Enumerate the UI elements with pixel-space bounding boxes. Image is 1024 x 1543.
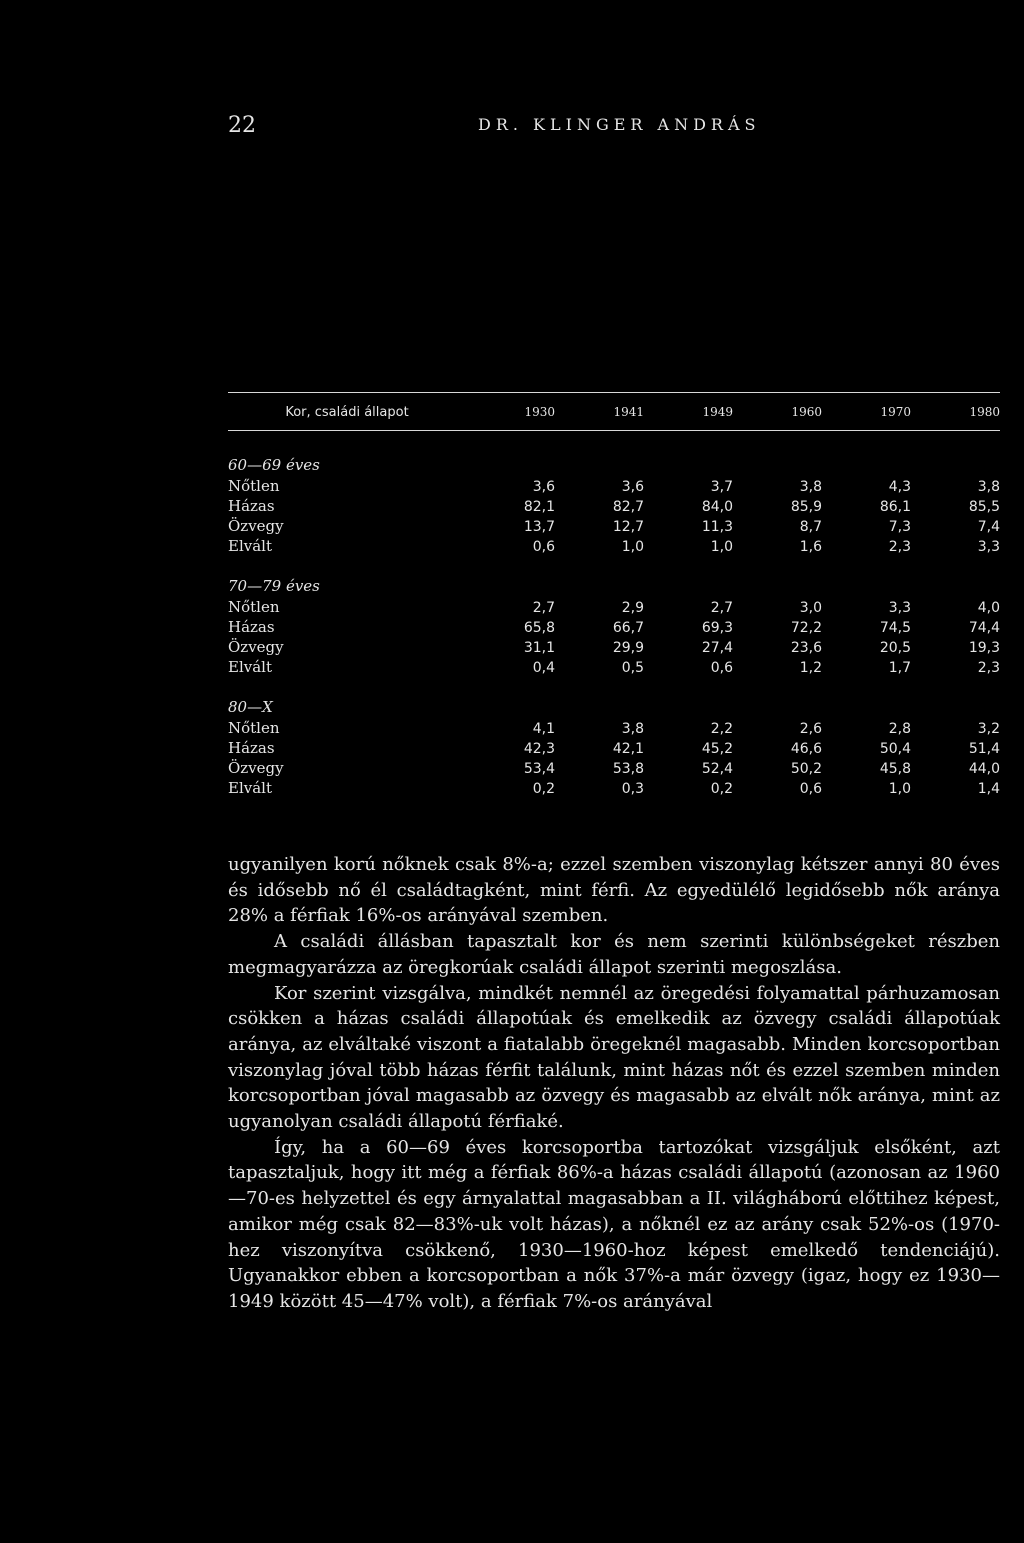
table-cell: 3,8 [621, 721, 644, 737]
table-body [228, 455, 1000, 798]
table-header-row [228, 405, 1000, 420]
table-row [228, 516, 1000, 536]
table-cell: 53,4 [523, 761, 555, 777]
table-cell: 82,1 [523, 499, 555, 515]
table-cell: 74,5 [879, 620, 911, 636]
table-row [228, 637, 1000, 657]
table-row [228, 758, 1000, 778]
page-number: 22 [228, 113, 256, 138]
table-cell: 2,2 [710, 721, 733, 737]
age-group-title: 80—X [228, 698, 273, 716]
table-cell: 0,6 [532, 539, 555, 555]
page-header [0, 113, 1024, 153]
table-row [228, 476, 1000, 496]
table-row [228, 657, 1000, 677]
table-cell: 0,6 [710, 660, 733, 676]
table-cell: 4,1 [532, 721, 555, 737]
paragraph: Így, ha a 60—69 éves korcsoportba tartozókat vizsgáljuk elsőként, azt tapasztaljuk, hogy itt még a férfiak 86%-a házas családi állapotú (azonosan az 1960—70-es helyzettel és egy árnyalattal magasabban a II. világháború előttihez képest, amikor még csak 82—83%-uk volt házas), a nőknél ez az arány csak 52%-os (1970-hez viszonyítva csökkenő, 1930—1960-hoz képest emelkedő tendenciájú). Ugyanakkor ebben a korcsoportban a nők 37%-a már özvegy (igaz, hogy ez 1930—1949 között 45—47% volt), a férfiak 7%-os arányával [228, 1136, 1000, 1312]
year-header: 1949 [702, 405, 733, 419]
table-cell: 42,3 [523, 741, 555, 757]
table-cell: 19,3 [968, 640, 1000, 656]
table-cell: 3,0 [799, 600, 822, 616]
table-cell: 0,4 [532, 660, 555, 676]
table-cell: 85,9 [790, 499, 822, 515]
table-cell: 0,2 [532, 781, 555, 797]
row-label: Elvált [228, 537, 272, 555]
table-cell: 45,2 [701, 741, 733, 757]
table-cell: 1,4 [977, 781, 1000, 797]
table-cell: 4,3 [888, 479, 911, 495]
table-cell: 52,4 [701, 761, 733, 777]
table-row [228, 738, 1000, 758]
table-cell: 46,6 [790, 741, 822, 757]
row-label: Elvált [228, 658, 272, 676]
table-cell: 3,8 [977, 479, 1000, 495]
table-cell: 7,3 [888, 519, 911, 535]
table-cell: 1,0 [710, 539, 733, 555]
year-header: 1930 [524, 405, 555, 419]
table-cell: 1,6 [799, 539, 822, 555]
table-cell: 84,0 [701, 499, 733, 515]
table-cell: 72,2 [790, 620, 822, 636]
table-cell: 69,3 [701, 620, 733, 636]
table-row [228, 617, 1000, 637]
table-cell: 53,8 [612, 761, 644, 777]
table-cell: 2,6 [799, 721, 822, 737]
table-cell: 1,7 [888, 660, 911, 676]
row-label: Özvegy [228, 638, 284, 656]
running-head: DR. KLINGER ANDRÁS [478, 115, 761, 134]
table-cell: 0,6 [799, 781, 822, 797]
table-cell: 2,3 [888, 539, 911, 555]
table-cell: 31,1 [523, 640, 555, 656]
table-cell: 1,2 [799, 660, 822, 676]
table-cell: 65,8 [523, 620, 555, 636]
table-cell: 4,0 [977, 600, 1000, 616]
table-cell: 2,7 [532, 600, 555, 616]
table-cell: 3,3 [977, 539, 1000, 555]
table-top-rule [228, 392, 1000, 393]
year-header: 1970 [880, 405, 911, 419]
table-cell: 86,1 [879, 499, 911, 515]
table-cell: 11,3 [701, 519, 733, 535]
column-header-label: Kor, családi állapot [285, 405, 409, 420]
table-row [228, 597, 1000, 617]
marital-status-table [228, 392, 1000, 818]
table-header-rule [228, 430, 1000, 431]
table-row [228, 718, 1000, 738]
row-label: Házas [228, 739, 275, 757]
table-cell: 2,3 [977, 660, 1000, 676]
table-cell: 74,4 [968, 620, 1000, 636]
table-cell: 1,0 [621, 539, 644, 555]
paragraph: Kor szerint vizsgálva, mindkét nemnél az öregedési folyamattal párhuzamosan csökken a házas családi állapotúak és emelkedik az özvegy családi állapotúak aránya, az elváltaké viszont a fiatalabb öregeknél magasabb. Minden korcsoportban viszonylag jóval több házas férfit találunk, mint házas nőt és ezzel szemben minden korcsoportban jóval magasabb az özvegy és magasabb az elvált nők aránya, mint az ugyanolyan családi állapotú férfiaké. [228, 982, 1000, 1133]
row-label: Elvált [228, 779, 272, 797]
table-cell: 7,4 [977, 519, 1000, 535]
table-cell: 3,8 [799, 479, 822, 495]
body-text [228, 852, 1000, 1315]
table-cell: 2,9 [621, 600, 644, 616]
row-label: Nőtlen [228, 598, 280, 616]
table-cell: 82,7 [612, 499, 644, 515]
table-cell: 12,7 [612, 519, 644, 535]
table-cell: 51,4 [968, 741, 1000, 757]
row-label: Házas [228, 497, 275, 515]
table-cell: 85,5 [968, 499, 1000, 515]
table-cell: 2,8 [888, 721, 911, 737]
row-label: Özvegy [228, 759, 284, 777]
table-cell: 42,1 [612, 741, 644, 757]
year-header: 1960 [791, 405, 822, 419]
table-cell: 50,2 [790, 761, 822, 777]
paragraph: A családi állásban tapasztalt kor és nem szerinti különbségeket részben megmagyarázza az öregkorúak családi állapot szerinti megoszlása. [228, 931, 1000, 978]
year-header: 1980 [969, 405, 1000, 419]
row-label: Nőtlen [228, 477, 280, 495]
table-cell: 3,2 [977, 721, 1000, 737]
age-group [228, 697, 1000, 798]
table-row [228, 496, 1000, 516]
table-cell: 44,0 [968, 761, 1000, 777]
table-cell: 29,9 [612, 640, 644, 656]
table-cell: 50,4 [879, 741, 911, 757]
table-cell: 20,5 [879, 640, 911, 656]
age-group-title: 60—69 éves [228, 456, 320, 474]
table-cell: 0,3 [621, 781, 644, 797]
table-cell: 3,3 [888, 600, 911, 616]
row-label: Házas [228, 618, 275, 636]
table-cell: 8,7 [799, 519, 822, 535]
table-row [228, 536, 1000, 556]
table-cell: 66,7 [612, 620, 644, 636]
age-group-title: 70—79 éves [228, 577, 320, 595]
year-header: 1941 [613, 405, 644, 419]
table-cell: 3,7 [710, 479, 733, 495]
table-cell: 2,7 [710, 600, 733, 616]
table-cell: 0,5 [621, 660, 644, 676]
table-cell: 13,7 [523, 519, 555, 535]
table-row [228, 778, 1000, 798]
table-cell: 45,8 [879, 761, 911, 777]
age-group [228, 455, 1000, 556]
table-cell: 27,4 [701, 640, 733, 656]
row-label: Özvegy [228, 517, 284, 535]
row-label: Nőtlen [228, 719, 280, 737]
table-cell: 3,6 [621, 479, 644, 495]
table-cell: 3,6 [532, 479, 555, 495]
paragraph: ugyanilyen korú nőknek csak 8%-a; ezzel szemben viszonylag kétszer annyi 80 éves és idősebb nő él családtagként, mint férfi. Az egyedülélő legidősebb nők aránya 28% a férfiak 16%-os arányával szemben. [228, 854, 1000, 927]
table-cell: 23,6 [790, 640, 822, 656]
table-cell: 1,0 [888, 781, 911, 797]
age-group [228, 576, 1000, 677]
table-cell: 0,2 [710, 781, 733, 797]
